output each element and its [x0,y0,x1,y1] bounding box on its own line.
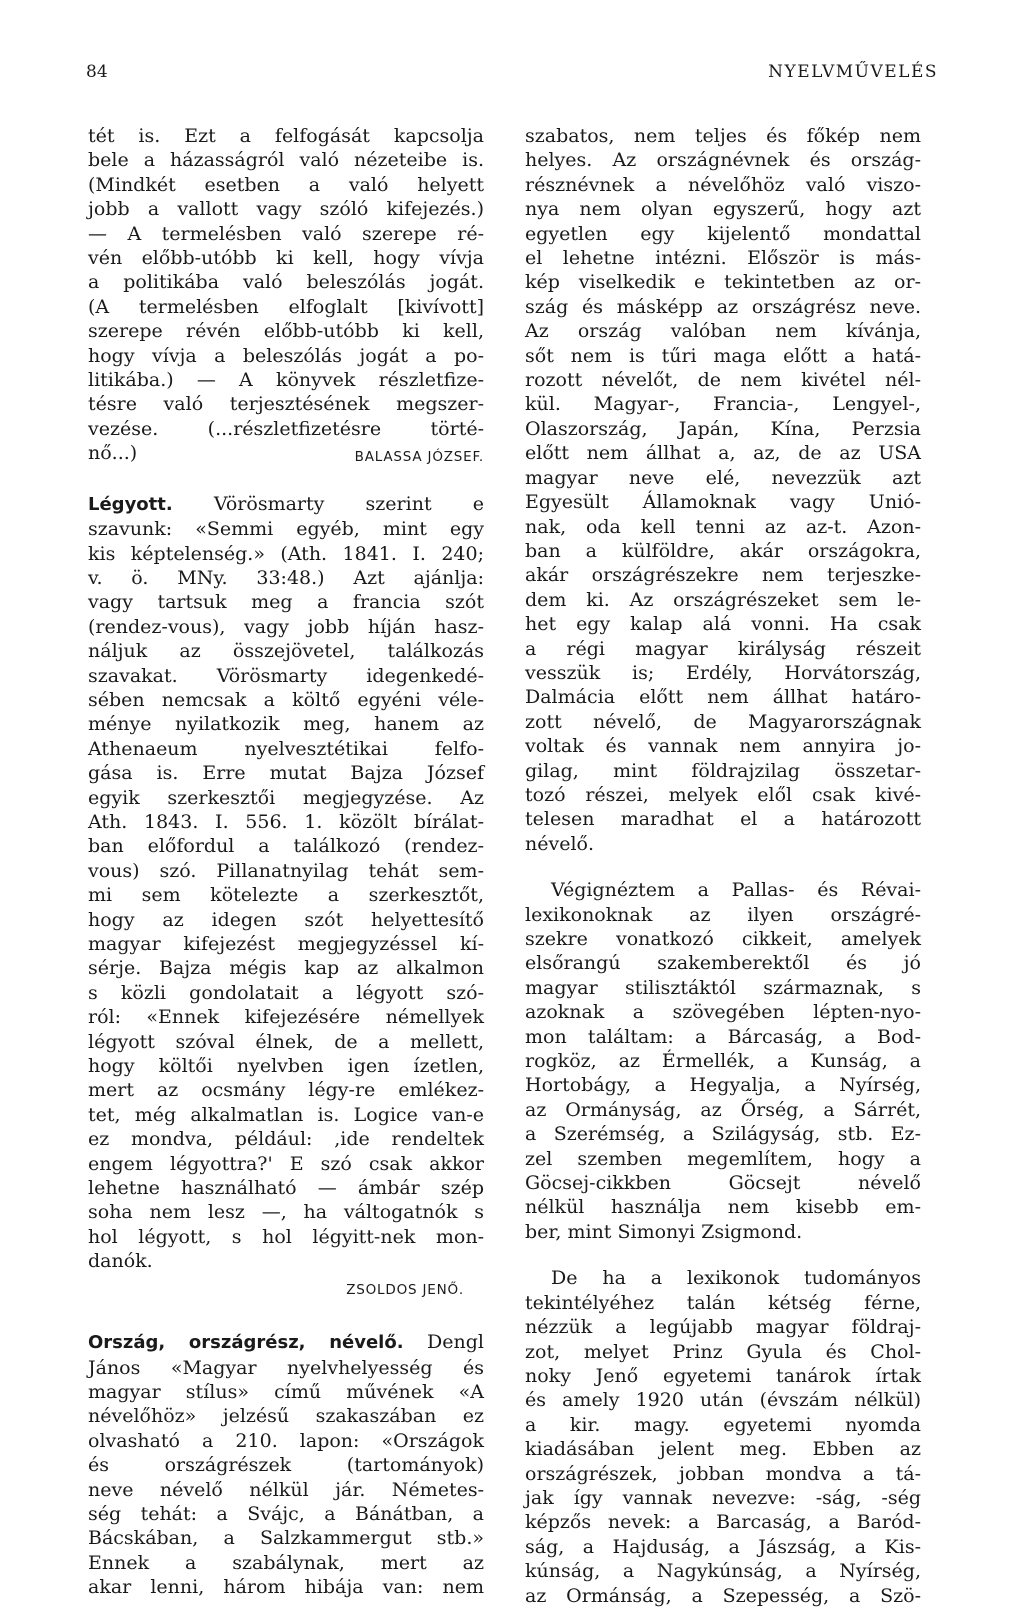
paragraph-lexikon [525,878,921,1244]
text-line: hol légyott, s hol légyitt-nek mon- [88,1225,484,1248]
text-line: névelő. [525,832,595,855]
text-line: v. ö. MNy. 33:48.) Azt ajánlja: [88,566,484,589]
text-line: országrészek, jobban mondva a tá- [525,1462,921,1485]
text-line: nézzük a legújabb magyar földraj- [525,1316,921,1339]
text-line: (A termelésben elfoglalt [kivívott] [88,295,484,318]
text-line: akar lenni, három hibája van: nem [88,1576,484,1599]
text-line: szág és másképp az országrész neve. [525,295,921,318]
text-line: nő...) [88,442,138,465]
text-line: neve névelő nélkül jár. Németes- [88,1478,484,1501]
text-line: kúnság, a Nagykúnság, a Nyírség, [525,1560,921,1583]
text-line: De ha a lexikonok tudományos [551,1267,921,1290]
text-line: a kir. magy. egyetemi nyomda [525,1413,921,1436]
text-line: tekintélyéhez talán kétség férne, [525,1291,921,1314]
text-line: helyes. Az országnévnek és ország- [525,149,921,172]
text-line: és országrészek (tartományok) [88,1454,484,1477]
text-line: ménye nyilatkozik meg, hanem az [88,713,484,736]
text-line: kül. Magyar-, Francia-, Lengyel-, [525,393,921,416]
text-line: magyar stílus» című művének «A [88,1380,484,1403]
text-line: ság, a Hajduság, a Jászság, a Kis- [525,1535,921,1558]
text-line: ról: «Ennek kifejezésére némellyek [88,1006,484,1029]
text-line: jobb a vallott vagy szóló kifejezés.) [88,198,484,221]
text-line: nélkül használja nem kisebb em- [525,1196,921,1219]
text-line: és amely 1920 után (évszám nélkül) [525,1389,921,1412]
text-line: lexikonoknak az ilyen országré- [525,903,921,926]
right-column [525,124,921,1608]
article-orszag [88,1330,484,1599]
text-line: ber, mint Simonyi Zsigmond. [525,1220,803,1243]
text-line: szavunk: «Semmi egyéb, mint egy [88,518,484,541]
text-fragment: Dengl [427,1331,485,1354]
text-line: (rendez-vous), vagy jobb híján hasz- [88,615,484,638]
text-line: (Mindkét esetben a való helyett [88,173,484,196]
text-line: mi sem kötelezte a szerkesztőt, [88,884,484,907]
text-line: sérje. Bajza mégis kap az alkalmon [88,957,484,980]
text-line [88,492,484,517]
text-line: litikába.) — A könyvek részletfize- [88,369,484,392]
text-line: kiadásában jelent meg. Ebben az [525,1438,921,1461]
text-line: hogy vívja a beleszólás jogát a po- [88,344,484,367]
text-line: tet, még alkalmatlan is. Logice van-e [88,1103,484,1126]
text-line: akár országrészekre nem terjeszke- [525,564,921,587]
text-line: engem légyottra?' E szó csak akkor [88,1152,484,1175]
text-line: János «Magyar nyelvhelyesség és [88,1356,484,1379]
text-line: Ennek a szabálynak, mert az [88,1551,484,1574]
text-line: vesszük is; Erdély, Horvátország, [525,661,921,684]
text-line: magyar stilisztáktól származnak, s [525,976,921,999]
text-line: képzős nevek: a Barcaság, a Baród- [525,1511,921,1534]
text-line: sőt nem is tűri maga előtt a hatá- [525,344,921,367]
text-line: Hortobágy, a Hegyalja, a Nyírség, [525,1074,921,1097]
text-line: résznévnek a névelőhöz való viszo- [525,173,921,196]
text-line: mert az ocsmány légy-re emlékez- [88,1079,484,1102]
text-line: gilag, mint földrajzilag összetar- [525,759,921,782]
text-line: egyetlen egy kijelentő mondattal [525,222,921,245]
text-line: rogköz, az Érmellék, a Kunság, a [525,1050,921,1073]
text-line: tozó részei, melyek elől csak kivé- [525,783,921,806]
text-line: zot, melyet Prinz Gyula és Chol- [525,1340,921,1363]
text-line: olvasható a 210. lapon: «Országok [88,1429,484,1452]
text-line: szavakat. Vörösmarty idegenkedé- [88,664,484,687]
text-line: kép viselkedik e tekintetben az or- [525,271,921,294]
text-line: het egy kalap alá vonni. Ha csak [525,613,921,636]
text-line: elsőrangú szakemberektől és jó [525,952,921,975]
text-line: előtt nem állhat a, az, de az USA [525,442,921,465]
text-line: dem ki. Az országrészeket sem le- [525,588,921,611]
text-line: ség tehát: a Svájc, a Bánátban, a [88,1502,484,1525]
text-line: s közli gondolatait a légyott szó- [88,981,484,1004]
text-line: hogy költői nyelvben igen ízetlen, [88,1055,484,1078]
text-line: tét is. Ezt a felfogását kapcsolja [88,125,484,147]
text-line: vagy tartsuk meg a francia szót [88,591,484,614]
text-line: telesen maradhat el a határozott [525,808,921,831]
text-line: vous) szó. Pillanatnyilag tehát sem- [88,859,484,882]
page-header [86,62,938,90]
text-line: szerepe révén előbb-utóbb ki kell, [88,320,484,343]
text-line: Végignéztem a Pallas- és Révai- [551,879,921,902]
text-line: mon találtam: a Bárcaság, a Bod- [525,1025,921,1048]
text-line: lehetne használható — ámbár szép [88,1177,484,1200]
text-line: szabatos, nem teljes és főkép nem [525,125,921,147]
text-line: Bácskában, a Salzkammergut stb.» [88,1527,484,1550]
text-line: ez mondva, például: ,ide rendeltek [88,1128,484,1151]
text-line: náljuk az összejövetel, találkozás [88,640,484,663]
text-line: Ath. 1843. I. 556. 1. közölt bírálat- [88,810,484,833]
text-line: Athenaeum nyelvesztétikai felfo- [88,737,484,760]
text-line: hogy az idegen szót helyettesítő [88,908,484,931]
article-heading: Légyott. [88,493,173,515]
running-title: NYELVMŰVELÉS [768,62,938,82]
text-line: Az ország valóban nem kívánja, [525,320,921,343]
text-line: zel szemben megemlítem, hogy a [525,1147,921,1170]
text-line: vezése. (...részletfizetésre törté- [88,417,484,440]
left-column [88,124,484,1600]
text-line: noky Jenő egyetemi tanárok írtak [525,1364,921,1387]
text-line: kis képtelenség.» (Ath. 1841. I. 240; [88,542,484,565]
text-line: Göcsej-cikkben Göcsejt névelő [525,1172,921,1195]
text-line: egyik szerkesztői megjegyzése. Az [88,786,484,809]
text-line: gása is. Erre mutat Bajza József [88,762,484,785]
text-line: soha nem lesz —, ha váltogatnók s [88,1201,484,1224]
article-legyott [88,492,484,1302]
article-heading: Ország, országrész, névelő. [88,1332,404,1354]
text-line: el lehetne intézni. Először is más- [525,247,921,270]
text-line: magyar neve elé, nevezzük azt [525,466,921,489]
page-number: 84 [86,62,108,82]
text-line: magyar kifejezést megjegyzéssel kí- [88,933,484,955]
text-line: voltak és vannak nem annyira jo- [525,735,921,758]
text-line: légyott szóval élnek, de a mellett, [88,1030,484,1053]
text-line: jak így vannak nevezve: -ság, -ség [525,1486,921,1509]
text-line: ban előfordul a találkozó (rendez- [88,835,484,858]
text-line: nak, oda kell tenni az az-t. Azon- [525,515,921,538]
signature-line [88,441,484,469]
text-fragment: Vörösmarty szerint e [213,492,484,515]
text-line: az Ormányság, az Őrség, a Sárrét, [525,1098,921,1121]
article-balassa [88,124,484,470]
text-line: Dalmácia előtt nem állhat határo- [525,686,921,709]
text-line: szekre vonatkozó cikkeit, amelyek [525,928,921,950]
text-line: Egyesült Államoknak vagy Unió- [525,491,921,514]
text-line: vén előbb-utóbb ki kell, hogy vívja [88,247,484,270]
text-line: — A termelésben való szerepe ré- [88,222,484,245]
text-line: zott névelő, de Magyarországnak [525,710,921,733]
text-line: azoknak a szövegében lépten-nyo- [525,1001,921,1024]
text-line: névelőhöz» jelzésű szakaszában ez [88,1405,484,1428]
text-line [88,1330,484,1355]
text-line: sében nemcsak a költő egyéni véle- [88,688,484,711]
text-line: az Ormánság, a Szepesség, a Szö- [525,1584,921,1607]
author-signature: ZSOLDOS JENŐ. [346,1281,464,1298]
author-signature: BALASSA JÓZSEF. [354,449,484,466]
text-line: a régi magyar királyság részeit [525,637,921,660]
text-line: bele a házasságról való nézeteibe is. [88,149,484,172]
text-line: danók. [88,1250,153,1273]
paragraph-continuation [525,124,921,856]
text-line: ban a külföldre, akár országokra, [525,539,921,562]
paragraph-foldrajz [525,1266,921,1608]
text-line: a Szerémség, a Szilágyság, stb. Ez- [525,1123,921,1146]
text-line: rozott névelőt, de nem kivétel nél- [525,369,921,392]
text-line: a politikába való beleszólás jogát. [88,271,484,294]
text-line: nya nem olyan egyszerű, hogy azt [525,198,921,221]
text-line: Olaszország, Japán, Kína, Perzsia [525,417,921,440]
text-line: tésre való terjesztésének megszer- [88,393,484,416]
